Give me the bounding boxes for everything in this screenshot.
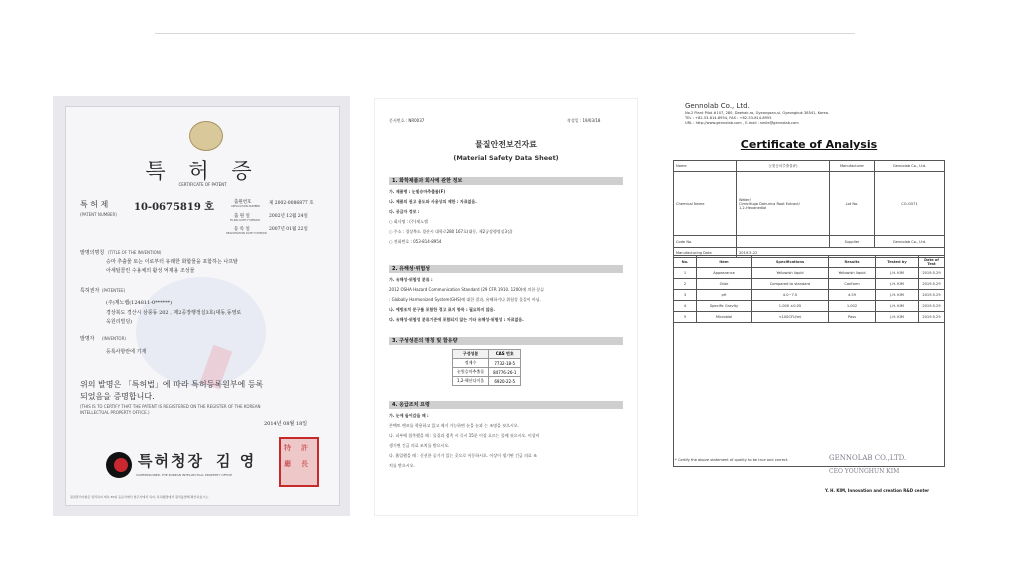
signature-company: GENNOLAB CO.,LTD. [829,454,907,462]
filed-label-en: FILING DATE:YY/MM/DD [230,219,261,222]
table-row [453,359,521,368]
msds-s4-b: 콘택트 렌즈를 착용하고 있고 제거 가능하면 눈을 눈과 는 조명을 씻으시오. [389,423,519,428]
certification-en-2: INTELLECTUAL PROPERTY OFFICE.) [80,410,150,415]
msds-s1-b: 나. 제품의 권고 용도와 사용상의 제한 : 자료없음. [389,199,477,204]
table-cell: 2019.5.29 [919,312,945,323]
table-cell: Microbial [697,312,752,323]
msds-s2-e: 다. 유해성·위험성 분류기준에 포함되지 않는 기타 유해성·위험성 : 자료없음. [389,317,524,322]
msds-title-en: (Material Safety Data Sheet) [453,154,559,162]
emblem-icon [189,121,223,151]
msds-s2-a: 가. 유해성·위험성 분류 : [389,277,433,282]
table-cell: 3 [674,290,697,301]
chemical-line-2: Cimicifuga Dahurica Root Extract/ [739,201,800,206]
invention-title-2: 아세틸콜린 수용체의 활성 억제용 조성물 [106,268,195,274]
msds-s1-e: ○ 주소 : 경상북도 경산시 대학로280 167호(대동, 제2공장행정실3실) [389,229,513,234]
results-header: Tested by [876,256,919,268]
signature-dept: Y. H. KIM, Innovation and creation R&D center [825,488,930,493]
app-no: 제 2002-0086877 호 [269,201,314,206]
coa-certify-note: * Certify the above statement of quality to be true and correct. [675,458,789,462]
mfd-value: 2019.5.22 [737,248,945,258]
inventor-label-en: (INVENTOR) [102,336,126,341]
owner-label: 특허권자 [80,288,100,294]
msds-s4-a: 가. 눈에 들어갔을 때 : [389,413,429,418]
coa-address-3: URL : http://www.gennolab.com , E-mail : smile@gennolab.com [685,121,799,125]
msds-document-image [374,98,638,516]
msds-s1-c: 다. 공급자 정보 : [389,209,420,214]
mfd-label: Manufacturing Date [674,248,737,258]
table-cell: 2019.5.29 [919,290,945,301]
chemical-name-label: Chemical Name [674,172,737,236]
table-row [674,290,945,301]
manufacturer-value: Gennolab Co., Ltd. [875,161,945,172]
office-en: COMMISSIONER, THE KOREAN INTELLECTUAL PROPERTY OFFICE [136,473,233,477]
msds-s2-d: 나. 예방조치 문구를 포함한 경고 표지 항목 : 필요하지 않음. [389,307,496,312]
table-cell: 2019.5.29 [919,301,945,312]
table-cell: 84776-26-1 [489,368,521,377]
table-row [453,368,521,377]
table-cell: 2019.5.29 [919,268,945,279]
msds-section-4: 4. 응급조치 요령 [389,401,623,409]
name-label: Name [674,161,737,172]
filed-date: 2002년 12월 24일 [269,214,308,219]
filed-label: 출 원 일 [234,214,250,219]
table-row [674,279,945,290]
reg-label-en: REGISTRATION DATE:YY/MM/DD [226,232,267,235]
table-cell: 4.59 [829,290,876,301]
table-cell: Odor [697,279,752,290]
office-title: 특허청장 [138,452,204,470]
msds-s1-d: ○ 회사명 : (주)제노랩 [389,219,428,224]
reg-label: 등 록 일 [234,227,250,232]
certification-line-2: 되었음을 증명합니다. [80,392,155,401]
table-cell: Yellowish liquid [752,268,829,279]
msds-s1-f: ○ 전화번호 : 053-814-8954 [389,239,442,244]
table-cell: J.H. KIM [876,290,919,301]
lot-label: Lot No. [830,172,875,236]
name-value: 눈빛승마추출물(F) [737,161,830,172]
table-cell: 1.002 [829,301,876,312]
patent-certificate-image [53,96,350,516]
msds-s4-c: 나. 피부에 접촉했을 때 : 물질과 접촉 시 즉시 15분 이상 흐르는 물에 씻으시오. 이상이 [389,433,540,438]
table-cell: 눈빛승마추출물 [453,368,489,377]
table-cell: Compared to standard [752,279,829,290]
chemical-line-3: 1,2-Hexanediol [739,205,767,210]
table-cell: 1 [674,268,697,279]
app-no-label: 출원번호 [234,200,252,205]
msds-s4-d: 생기면 긴급 의료 조치를 받으시오. [389,443,450,448]
code-value [737,236,830,248]
table-cell: 1,2-헥산디이올 [453,377,489,386]
coa-title: Certificate of Analysis [740,138,878,151]
coa-info-table [673,160,945,258]
msds-section-3: 3. 구성성분의 명칭 및 함유량 [389,337,623,345]
coa-results-table [673,255,945,323]
signature-ceo: CEO YOUNGHUN KIM [829,468,900,475]
results-header: Results [829,256,876,268]
table-cell: <100CFU/ml [752,312,829,323]
msds-s4-e: 다. 흡입했을 때 : 신선한 공기가 있는 곳으로 이동하시오. 이상이 생기면 긴급 의료 조 [389,453,537,458]
coa-company: Gennolab Co., Ltd. [685,102,750,110]
results-header: Specifications [752,256,829,268]
table-cell: 2019.5.29 [919,279,945,290]
certification-en-1: (THIS IS TO CERTIFY THAT THE PATENT IS REGISTERED ON THE REGISTER OF THE KOREAN [80,404,261,409]
msds-s2-b: 2012 OSHA Hazard Communication Standard (29 CFR 1910. 1200)에 의한 분류 [389,287,545,292]
table-cell: J.H. KIM [876,312,919,323]
owner-line-3: 욱원리빌딩) [106,319,133,325]
supplier-value: Gennolab Co., Ltd. [875,236,945,248]
msds-section-2: 2. 유해성·위험성 [389,265,623,273]
reg-date: 2007년 01월 22일 [269,227,308,232]
table-cell: Specific Gravity [697,301,752,312]
table-cell: J.H. KIM [876,279,919,290]
table-cell: 정제수 [453,359,489,368]
table-cell: J.H. KIM [876,301,919,312]
results-header: No. [674,256,697,268]
coa-document-image [667,96,951,512]
issue-date: 2014년 08월 18일 [264,421,308,427]
msds-s4-f: 치를 받으시오. [389,463,415,468]
msds-s2-c: : Globally Harmonized System(GHS)에 대한 결과, 유해하거나 위험성 물질이 아님. [389,297,541,302]
msds-doc-number: 문서번호 : NR0037 [389,118,425,123]
composition-table [452,349,521,386]
table-row [453,377,521,386]
invention-label-en: (TITLE OF THE INVENTION) [108,250,162,255]
results-header: Item [697,256,752,268]
results-header: Date of Test [919,256,945,268]
official-seal-icon: 特 許 廳 長 [279,437,319,487]
invention-label: 발명의명칭 [80,250,105,256]
watermark-icon [136,277,266,387]
inventor-label: 발명자 [80,336,95,342]
office-name: 김 영 [216,452,257,470]
table-cell: 2 [674,279,697,290]
app-no-label-en: APPLICATION NUMBER [231,205,260,208]
table-cell: 4.0~7.0 [752,290,829,301]
coa-address-1: No.2 Plant Pilot #107, 280, Daehak-ro, Gyeongsan-si, Gyeongbuk 38541, Korea. [685,111,830,115]
chemical-name-value [737,172,830,236]
table-cell: 7732-18-5 [489,359,521,368]
kipo-logo-icon [106,452,132,478]
owner-line-1: (주)제노랩(124811-0******) [106,300,173,306]
inventor-value: 등록사항란에 기재 [106,349,147,355]
certification-line-1: 위의 발명은 「특허법」에 따라 특허등록원부에 등록 [80,380,264,389]
invention-title-1: 승마 추출물 또는 이로부터 유래한 화합물을 포함하는 나프탈 [106,259,238,265]
table-header: CAS 번호 [489,350,521,359]
table-cell: J.H. KIM [876,268,919,279]
lot-value: CO-G571 [875,172,945,236]
table-row [674,312,945,323]
table-cell: Conform [829,279,876,290]
table-cell: Yellowish liquid [829,268,876,279]
chemical-line-1: Water/ [739,197,751,202]
patent-certificate-paper [65,106,340,506]
top-divider [155,33,855,34]
coa-address-2: TEL : +82-53-814-8954, FAX : +82-53-814-8955 [685,116,772,120]
owner-line-2: 경상북도 경산시 삼풍동 202 , 제2공장행정실3호(대동,동영로 [106,310,242,316]
msds-s1-a: 가. 제품명 : 눈빛승마추출물(F) [389,189,446,194]
table-cell: Pass [829,312,876,323]
table-cell: 4 [674,301,697,312]
table-row [674,268,945,279]
table-header: 구성성분 [453,350,489,359]
table-cell: 6920-22-5 [489,377,521,386]
supplier-label: Supplier [830,236,875,248]
patent-subtitle: CERTIFICATE OF PATENT [178,182,227,187]
msds-title-ko: 물질안전보건자료 [475,140,537,149]
msds-section-1: 1. 화학제품과 회사에 관한 정보 [389,177,623,185]
table-cell: 1.000 ±0.05 [752,301,829,312]
msds-date: 작성일 : 19/03/18 [567,118,601,123]
patent-title: 특 허 증 [145,159,260,183]
table-cell: 5 [674,312,697,323]
patent-number-en: (PATENT NUMBER) [80,212,117,217]
patent-number-label: 특 허 제 [80,200,109,209]
patent-number: 10-0675819 호 [134,202,214,213]
table-cell: pH [697,290,752,301]
code-label: Code No. [674,236,737,248]
patent-footer: 원권관리사항은 권리하여 계속 30일 등문서에서 업주사에서 하여, 특허행정에서 원리를발해 확인하십시오. [70,495,209,499]
manufacturer-label: Manufacturer [830,161,875,172]
table-cell: Appearance [697,268,752,279]
table-row [674,301,945,312]
owner-label-en: (PATENTEE) [102,288,126,293]
